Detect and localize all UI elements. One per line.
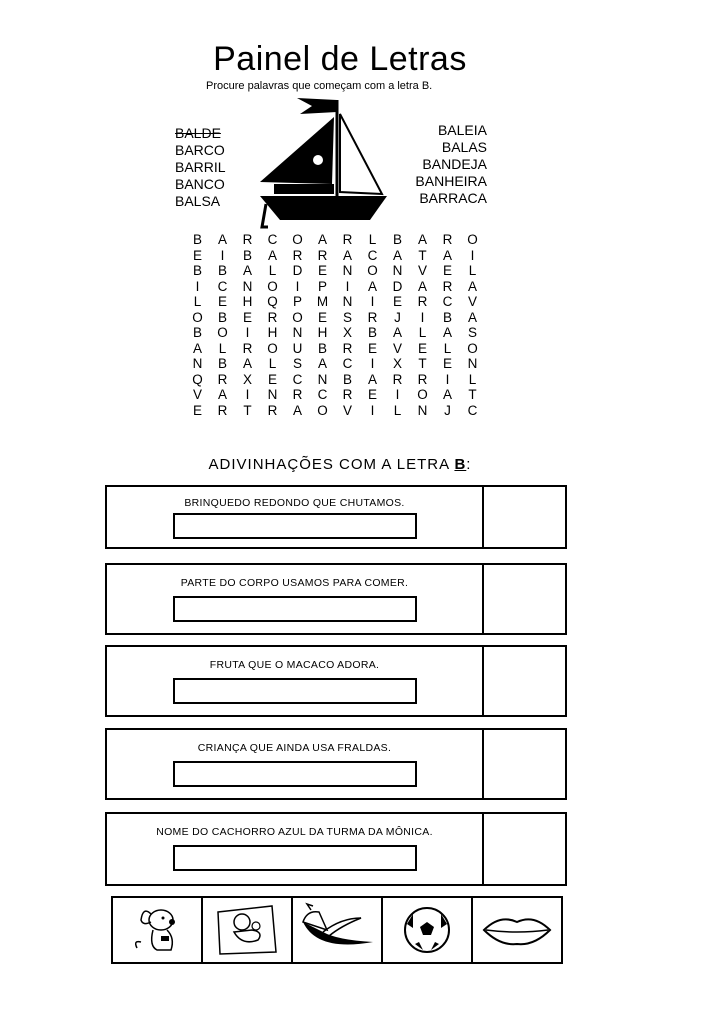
answer-field[interactable] xyxy=(173,678,417,704)
grid-letter[interactable]: V xyxy=(417,263,427,278)
grid-letter[interactable]: O xyxy=(367,263,378,278)
picture-cell[interactable] xyxy=(473,898,561,962)
grid-letter[interactable]: O xyxy=(417,387,428,402)
grid-letter[interactable]: A xyxy=(467,309,477,325)
grid-letter[interactable]: H xyxy=(317,325,328,340)
grid-letter[interactable]: E xyxy=(367,387,377,402)
grid-letter[interactable]: I xyxy=(470,247,475,263)
grid-letter[interactable]: A xyxy=(192,340,202,356)
grid-letter[interactable]: L xyxy=(443,340,452,356)
riddles-heading-text: ADIVINHAÇÕES COM A LETRA xyxy=(208,456,455,473)
grid-letter[interactable]: O xyxy=(467,340,478,356)
grid-letter[interactable]: V xyxy=(192,387,202,402)
grid-letter[interactable]: R xyxy=(442,278,453,294)
grid-letter[interactable]: Q xyxy=(192,371,203,387)
grid-letter[interactable]: L xyxy=(418,325,427,340)
riddle-question: NOME DO CACHORRO AZUL DA TURMA DA MÔNICA. xyxy=(156,826,433,838)
grid-letter[interactable]: O xyxy=(192,309,203,325)
grid-row xyxy=(185,263,485,279)
grid-letter[interactable]: B xyxy=(317,340,327,356)
grid-letter[interactable]: V xyxy=(467,294,477,309)
grid-letter[interactable]: A xyxy=(292,402,302,418)
grid-letter[interactable]: L xyxy=(368,232,377,247)
grid-letter[interactable]: B xyxy=(217,356,227,371)
grid-letter[interactable]: L xyxy=(268,263,277,278)
grid-letter[interactable]: N xyxy=(267,387,278,402)
grid-letter[interactable]: T xyxy=(418,247,427,263)
grid-letter[interactable]: S xyxy=(467,325,477,340)
grid-letter[interactable]: I xyxy=(395,387,400,402)
banana-icon xyxy=(297,902,377,958)
picture-cell[interactable] xyxy=(293,898,383,962)
grid-letter[interactable]: C xyxy=(317,387,328,402)
grid-letter[interactable]: R xyxy=(342,232,353,247)
grid-letter[interactable]: E xyxy=(267,371,277,387)
riddle-divider xyxy=(482,487,484,547)
riddles-heading-colon: : xyxy=(466,456,472,473)
grid-letter[interactable]: A xyxy=(467,278,477,294)
grid-letter[interactable]: E xyxy=(317,263,327,278)
riddle-box xyxy=(105,645,567,717)
grid-letter[interactable]: E xyxy=(367,340,377,356)
dog-icon xyxy=(127,902,187,958)
word-item: BALDE xyxy=(175,125,221,141)
grid-letter[interactable]: A xyxy=(417,278,427,294)
grid-letter[interactable]: S xyxy=(342,309,352,325)
grid-letter[interactable]: O xyxy=(292,309,303,325)
word-search-grid[interactable] xyxy=(185,232,485,418)
grid-letter[interactable]: R xyxy=(317,247,328,263)
grid-row xyxy=(185,232,485,248)
grid-letter[interactable]: X xyxy=(242,371,252,387)
grid-letter[interactable]: S xyxy=(292,356,302,371)
grid-letter[interactable]: R xyxy=(267,309,278,325)
grid-row xyxy=(185,325,485,341)
riddle-divider xyxy=(482,730,484,798)
picture-cell[interactable] xyxy=(113,898,203,962)
grid-letter[interactable]: C xyxy=(217,278,228,294)
riddle-box xyxy=(105,485,567,549)
grid-letter[interactable]: H xyxy=(267,325,278,340)
grid-letter[interactable]: Q xyxy=(267,294,278,309)
grid-letter[interactable]: R xyxy=(367,309,378,325)
grid-row xyxy=(185,356,485,372)
grid-letter[interactable]: A xyxy=(267,247,277,263)
grid-letter[interactable]: C xyxy=(342,356,353,371)
grid-letter[interactable]: P xyxy=(292,294,302,309)
grid-letter[interactable]: T xyxy=(468,387,477,402)
grid-letter[interactable]: R xyxy=(442,232,453,247)
grid-letter[interactable]: B xyxy=(342,371,352,387)
word-item: BANDEJA xyxy=(422,156,487,172)
grid-row xyxy=(185,279,485,295)
grid-letter[interactable]: N xyxy=(342,294,353,309)
grid-letter[interactable]: E xyxy=(317,309,327,325)
grid-letter[interactable]: R xyxy=(342,340,353,356)
grid-letter[interactable]: R xyxy=(242,232,253,247)
answer-field[interactable] xyxy=(173,596,417,622)
grid-letter[interactable]: N xyxy=(292,325,303,340)
grid-row xyxy=(185,248,485,264)
grid-letter[interactable]: N xyxy=(192,356,203,371)
grid-letter[interactable]: R xyxy=(292,247,303,263)
grid-letter[interactable]: C xyxy=(442,294,453,309)
grid-letter[interactable]: B xyxy=(217,263,227,278)
grid-letter[interactable]: X xyxy=(392,356,402,371)
word-item: BALAS xyxy=(441,139,487,155)
grid-row xyxy=(185,294,485,310)
grid-letter[interactable]: L xyxy=(468,263,477,278)
grid-letter[interactable]: I xyxy=(245,387,250,402)
answer-field[interactable] xyxy=(173,845,417,871)
grid-letter[interactable]: A xyxy=(442,247,452,263)
grid-letter[interactable]: E xyxy=(417,340,427,356)
grid-letter[interactable]: C xyxy=(467,402,478,418)
word-item: BANCO xyxy=(175,176,225,192)
grid-row xyxy=(185,387,485,403)
grid-letter[interactable]: I xyxy=(220,247,225,263)
word-item: BALSA xyxy=(175,193,221,209)
grid-letter[interactable]: A xyxy=(317,232,327,247)
grid-letter[interactable]: R xyxy=(267,402,278,418)
grid-letter[interactable]: B xyxy=(392,232,402,247)
grid-letter[interactable]: I xyxy=(345,278,350,294)
page-subtitle: Procure palavras que começam com a letra B. xyxy=(206,80,433,92)
grid-letter[interactable]: N xyxy=(242,278,253,294)
grid-row xyxy=(185,341,485,357)
grid-letter[interactable]: R xyxy=(242,340,253,356)
grid-letter[interactable]: B xyxy=(192,263,202,278)
grid-letter[interactable]: A xyxy=(392,247,402,263)
grid-letter[interactable]: N xyxy=(317,371,328,387)
sailboat-icon xyxy=(252,92,392,237)
word-list-right xyxy=(415,122,487,207)
riddle-question: BRINQUEDO REDONDO QUE CHUTAMOS. xyxy=(184,497,405,509)
grid-letter[interactable]: A xyxy=(342,247,352,263)
grid-letter[interactable]: O xyxy=(292,232,303,247)
picture-strip xyxy=(111,896,563,964)
baby-icon xyxy=(212,902,282,958)
soccer-ball-icon xyxy=(401,904,453,956)
grid-letter[interactable]: J xyxy=(444,402,451,418)
grid-letter[interactable]: C xyxy=(292,371,303,387)
riddle-box xyxy=(105,728,567,800)
grid-letter[interactable]: P xyxy=(317,278,327,294)
grid-letter[interactable]: E xyxy=(442,356,452,371)
riddle-divider xyxy=(482,565,484,633)
riddle-box xyxy=(105,812,567,886)
grid-letter[interactable]: I xyxy=(420,309,425,325)
grid-row xyxy=(185,310,485,326)
grid-letter[interactable]: J xyxy=(394,309,401,325)
grid-letter[interactable]: R xyxy=(417,371,428,387)
grid-letter[interactable]: L xyxy=(218,340,227,356)
grid-letter[interactable]: E xyxy=(192,247,202,263)
grid-letter[interactable]: L xyxy=(468,371,477,387)
grid-letter[interactable]: U xyxy=(292,340,303,356)
grid-letter[interactable]: E xyxy=(217,294,227,309)
grid-letter[interactable]: I xyxy=(370,402,375,418)
riddle-question: PARTE DO CORPO USAMOS PARA COMER. xyxy=(180,577,409,589)
grid-letter[interactable]: R xyxy=(292,387,303,402)
grid-letter[interactable]: I xyxy=(445,371,450,387)
grid-letter[interactable]: A xyxy=(442,387,452,402)
grid-letter[interactable]: I xyxy=(370,294,375,309)
grid-letter[interactable]: N xyxy=(342,263,353,278)
riddle-question: FRUTA QUE O MACACO ADORA. xyxy=(209,659,380,671)
grid-letter[interactable]: L xyxy=(268,356,277,371)
grid-letter[interactable]: A xyxy=(242,356,252,371)
grid-letter[interactable]: R xyxy=(392,371,403,387)
lips-icon xyxy=(480,910,554,950)
word-item: BARCO xyxy=(175,142,225,158)
grid-letter[interactable]: O xyxy=(217,325,228,340)
riddle-divider xyxy=(482,647,484,715)
grid-letter[interactable]: V xyxy=(392,340,402,356)
grid-letter[interactable]: E xyxy=(192,402,202,418)
grid-letter[interactable]: M xyxy=(316,294,329,309)
grid-letter[interactable]: L xyxy=(393,402,402,418)
grid-letter[interactable]: A xyxy=(217,232,227,247)
grid-row xyxy=(185,403,485,419)
grid-letter[interactable]: D xyxy=(392,278,403,294)
grid-letter[interactable]: I xyxy=(195,278,200,294)
grid-letter[interactable]: I xyxy=(245,325,250,340)
grid-letter[interactable]: B xyxy=(442,309,452,325)
grid-letter[interactable]: E xyxy=(242,309,252,325)
grid-letter[interactable]: A xyxy=(417,232,427,247)
grid-letter[interactable]: O xyxy=(267,278,278,294)
grid-letter[interactable]: B xyxy=(192,232,202,247)
page-title: Painel de Letras xyxy=(213,40,467,78)
grid-letter[interactable]: B xyxy=(192,325,202,340)
grid-letter[interactable]: R xyxy=(217,402,228,418)
grid-letter[interactable]: I xyxy=(295,278,300,294)
grid-letter[interactable]: C xyxy=(267,232,278,247)
grid-letter[interactable]: B xyxy=(217,309,227,325)
grid-letter[interactable]: N xyxy=(467,356,478,371)
picture-cell[interactable] xyxy=(383,898,473,962)
grid-letter[interactable]: A xyxy=(317,356,327,371)
riddle-divider xyxy=(482,814,484,884)
grid-letter[interactable]: B xyxy=(242,247,252,263)
grid-letter[interactable]: N xyxy=(417,402,428,418)
grid-letter[interactable]: R xyxy=(417,294,428,309)
grid-letter[interactable]: O xyxy=(267,340,278,356)
grid-letter[interactable]: A xyxy=(442,325,452,340)
word-item: BALEIA xyxy=(437,122,487,138)
grid-letter[interactable]: I xyxy=(370,356,375,371)
grid-letter[interactable]: E xyxy=(442,263,452,278)
riddle-question: CRIANÇA QUE AINDA USA FRALDAS. xyxy=(197,742,392,754)
grid-letter[interactable]: V xyxy=(342,402,352,418)
word-item: BANHEIRA xyxy=(415,173,487,189)
riddle-box xyxy=(105,563,567,635)
grid-letter[interactable]: O xyxy=(317,402,328,418)
riddles-heading xyxy=(0,456,680,473)
grid-letter[interactable]: T xyxy=(243,402,252,418)
grid-letter[interactable]: C xyxy=(367,247,378,263)
grid-letter[interactable]: A xyxy=(242,263,252,278)
grid-letter[interactable]: D xyxy=(292,263,303,278)
grid-letter[interactable]: L xyxy=(193,294,202,309)
grid-letter[interactable]: A xyxy=(367,371,377,387)
grid-letter[interactable]: N xyxy=(392,263,403,278)
grid-letter[interactable]: R xyxy=(217,371,228,387)
grid-letter[interactable]: R xyxy=(342,387,353,402)
grid-row xyxy=(185,372,485,388)
grid-letter[interactable]: B xyxy=(367,325,377,340)
word-item: BARRACA xyxy=(419,190,487,206)
word-list-left xyxy=(175,125,226,210)
grid-letter[interactable]: T xyxy=(418,356,427,371)
answer-field[interactable] xyxy=(173,761,417,787)
grid-letter[interactable]: A xyxy=(217,387,227,402)
grid-letter[interactable]: A xyxy=(392,325,402,340)
grid-letter[interactable]: E xyxy=(392,294,402,309)
grid-letter[interactable]: A xyxy=(367,278,377,294)
grid-letter[interactable]: X xyxy=(342,325,352,340)
picture-cell[interactable] xyxy=(203,898,293,962)
word-item: BARRIL xyxy=(175,159,226,175)
grid-letter[interactable]: H xyxy=(242,294,253,309)
grid-letter[interactable]: O xyxy=(467,232,478,247)
riddles-heading-letter: B xyxy=(454,456,467,473)
answer-field[interactable] xyxy=(173,513,417,539)
